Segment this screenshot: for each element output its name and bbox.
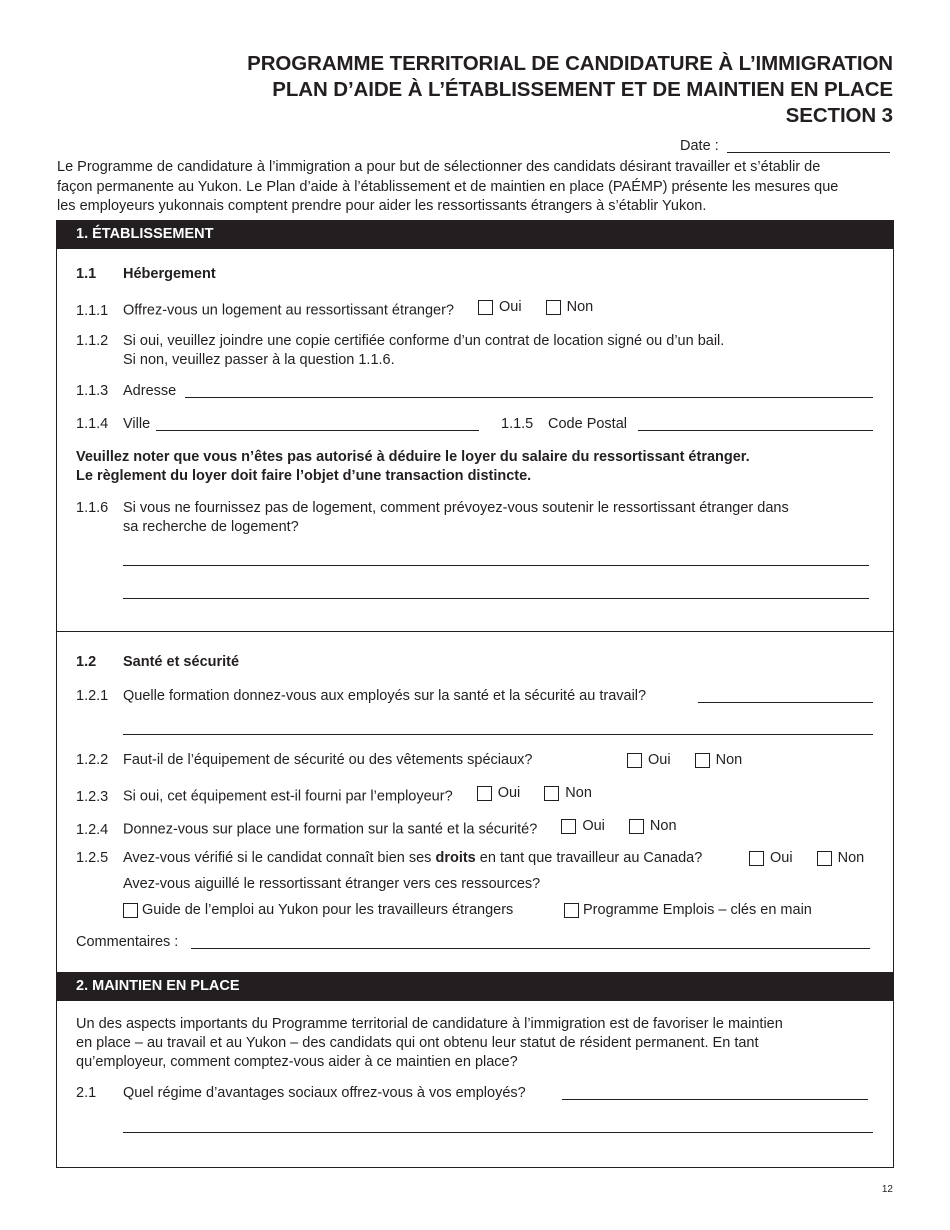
q1-2-2-no-checkbox[interactable]: Non	[695, 752, 743, 768]
q1-2-4-yes-checkbox[interactable]: Oui	[561, 818, 605, 834]
section-2-header: 2. MAINTIEN EN PLACE	[56, 972, 894, 1001]
q1-2-3-yes-checkbox[interactable]: Oui	[477, 785, 521, 801]
form-title-line-1: PROGRAMME TERRITORIAL DE CANDIDATURE À L’IMMIGRATION	[247, 52, 893, 75]
question-1-1-2: 1.1.2 Si oui, veuillez joindre une copie certifiée conforme d’un contrat de location signé ou d’un bail. Si non, veuillez passer à la question 1.1.6.	[76, 333, 725, 368]
q1-1-1-yes-checkbox[interactable]: Oui	[478, 299, 522, 315]
q1-2-5-followup: Avez-vous aiguillé le ressortissant étranger vers ces ressources?	[123, 876, 541, 892]
q1-2-5-yes-checkbox[interactable]: Oui	[749, 850, 793, 866]
q1-2-5-options	[749, 850, 864, 870]
q1-2-4-no-checkbox[interactable]: Non	[629, 818, 677, 834]
question-1-2-5: 1.2.5 Avez-vous vérifié si le candidat connaît bien ses droits en tant que travailleur au Canada?	[76, 850, 703, 866]
q1-2-3-no-checkbox[interactable]: Non	[544, 785, 592, 801]
section-1-header: 1. ÉTABLISSEMENT	[56, 220, 894, 249]
q1-2-2-options	[627, 752, 742, 772]
checkbox-icon	[749, 851, 764, 866]
checkbox-icon	[627, 753, 642, 768]
q1-2-2-yes-checkbox[interactable]: Oui	[627, 752, 671, 768]
form-title-line-2: PLAN D’AIDE À L’ÉTABLISSEMENT ET DE MAINTIEN EN PLACE	[272, 78, 893, 101]
comments-label: Commentaires :	[76, 934, 179, 950]
postal-code-field[interactable]	[638, 430, 873, 431]
address-field[interactable]	[185, 397, 873, 398]
checkbox-icon	[478, 300, 493, 315]
question-1-2-4: 1.2.4 Donnez-vous sur place une formation sur la santé et la sécurité? Oui Non	[76, 818, 677, 838]
housing-support-field-line-1[interactable]	[123, 565, 869, 566]
checkbox-icon	[546, 300, 561, 315]
section-2-intro: Un des aspects importants du Programme territorial de candidature à l’immigration est de favoriser le maintien en place – au travail et au Yukon – des candidats qui ont obtenu leur statut de résident permanent. En tant qu’employeur, comment comptez-vous aider à ce maintien en place?	[76, 1016, 783, 1070]
benefits-field-line-2[interactable]	[123, 1132, 873, 1133]
form-title-line-3: SECTION 3	[785, 104, 893, 127]
checkbox-icon	[561, 819, 576, 834]
intro-paragraph	[57, 158, 902, 217]
q1-2-5-no-checkbox[interactable]: Non	[817, 850, 865, 866]
checkbox-icon	[564, 903, 579, 918]
checkbox-icon	[123, 903, 138, 918]
question-1-1-3: 1.1.3 Adresse	[76, 383, 177, 399]
checkbox-icon	[817, 851, 832, 866]
training-field-line-2[interactable]	[123, 734, 873, 735]
rent-note: Veuillez noter que vous n’êtes pas autorisé à déduire le loyer du salaire du ressortissant étranger. Le règlement du loyer doit faire l’objet d’une transaction distincte.	[76, 449, 750, 484]
question-2-1: 2.1 Quel régime d’avantages sociaux offrez-vous à vos employés?	[76, 1085, 526, 1101]
question-1-1-6: 1.1.6 Si vous ne fournissez pas de logement, comment prévoyez-vous soutenir le ressortissant étranger dans sa recherche de logement?	[76, 500, 789, 535]
subsection-1-2-heading: 1.2 Santé et sécurité	[76, 654, 240, 670]
checkbox-icon	[695, 753, 710, 768]
date-label: Date :	[680, 138, 719, 154]
intro-line-1: Le Programme de candidature à l’immigration a pour but de sélectionner des candidats désirant travailler et s’établir de	[57, 159, 821, 175]
city-field[interactable]	[156, 430, 479, 431]
question-1-2-2: 1.2.2 Faut-il de l’équipement de sécurité ou des vêtements spéciaux?	[76, 752, 533, 768]
comments-field[interactable]	[191, 948, 870, 949]
benefits-field-line-1[interactable]	[562, 1099, 868, 1100]
question-1-1-1: 1.1.1 Offrez-vous un logement au ressortissant étranger? Oui Non	[76, 299, 594, 319]
subsection-1-1-heading: 1.1 Hébergement	[76, 266, 216, 282]
checkbox-icon	[477, 786, 492, 801]
checkbox-icon	[544, 786, 559, 801]
page-number: 12	[881, 1184, 893, 1195]
checkbox-icon	[629, 819, 644, 834]
housing-support-field-line-2[interactable]	[123, 598, 869, 599]
training-field-line-1[interactable]	[698, 702, 873, 703]
question-1-2-3: 1.2.3 Si oui, cet équipement est-il fourni par l’employeur? Oui Non	[76, 785, 592, 805]
q1-1-1-no-checkbox[interactable]: Non	[546, 299, 594, 315]
date-field[interactable]	[727, 152, 890, 153]
question-1-1-5: 1.1.5 Code Postal	[501, 416, 627, 432]
intro-line-3: les employeurs yukonnais comptent prendre pour aider les ressortissants étrangers à s’établir Yukon.	[57, 198, 707, 214]
resource-program-checkbox[interactable]: Programme Emplois – clés en main	[564, 902, 812, 922]
question-1-1-4: 1.1.4 Ville	[76, 416, 151, 432]
question-1-2-1: 1.2.1 Quelle formation donnez-vous aux employés sur la santé et la sécurité au travail?	[76, 688, 647, 704]
resource-guide-checkbox[interactable]: Guide de l’emploi au Yukon pour les travailleurs étrangers	[123, 902, 513, 922]
intro-line-2: façon permanente au Yukon. Le Plan d’aide à l’établissement et de maintien en place (PAÉMP) présente les mesures que	[57, 178, 839, 195]
